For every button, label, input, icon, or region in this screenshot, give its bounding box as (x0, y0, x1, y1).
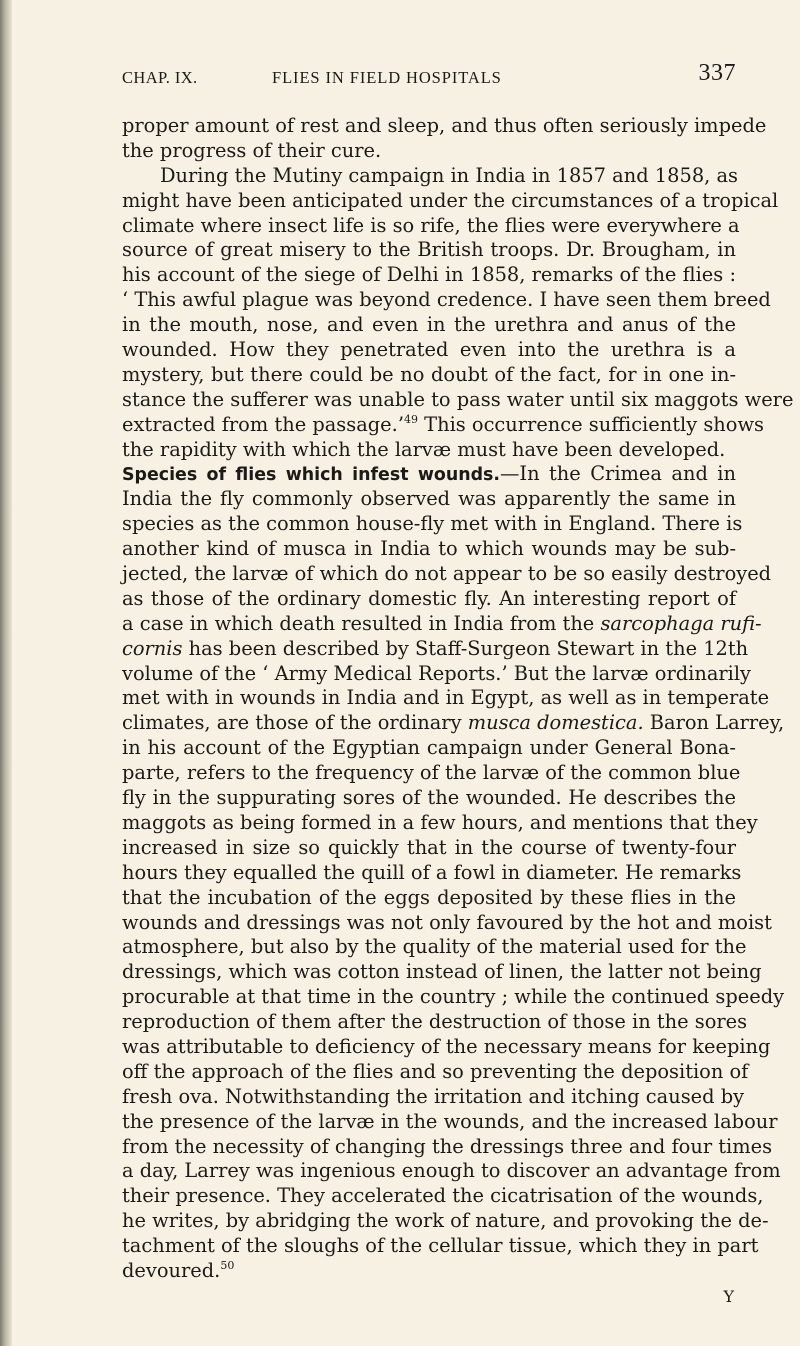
text-line: their presence. They accelerated the cicatrisation of the wounds, (122, 1184, 764, 1208)
text-line: tachment of the sloughs of the cellular tissue, which they in part (122, 1234, 759, 1258)
body-text (122, 114, 794, 1284)
text-line: procurable at that time in the country ; while the continued speedy (122, 985, 785, 1009)
text-line (122, 462, 736, 487)
text-line: dressings, which was cotton instead of linen, the latter not being (122, 960, 762, 984)
text-line: hours they equalled the quill of a fowl in diameter. He remarks (122, 860, 742, 884)
text-line: another kind of musca in India to which wounds may be sub- (122, 537, 736, 561)
text-line: he writes, by abridging the work of nature, and provoking the de- (122, 1209, 769, 1233)
book-page (122, 60, 794, 1306)
text-line (122, 412, 764, 438)
species-name: cornis (122, 636, 183, 660)
species-name: sarcophaga rufi- (600, 611, 762, 635)
signature-mark: Y (723, 1286, 734, 1306)
text-line: fly in the suppurating sores of the wounded. He describes the (122, 786, 736, 810)
text-line: in the mouth, nose, and even in the urethra and anus of the (122, 313, 736, 337)
text-line: ‘ This awful plague was beyond credence. I have seen them breed (122, 288, 771, 312)
text-line (122, 636, 749, 662)
text-run: —In the Crimea and in (500, 462, 736, 486)
text-line: from the necessity of changing the dressings three and four times (122, 1134, 773, 1158)
text-line: proper amount of rest and sleep, and thus often seriously impede (122, 114, 767, 137)
section-heading: Species of flies which infest wounds. (122, 465, 501, 486)
text-line: the presence of the larvæ in the wounds, and the increased labour (122, 1109, 778, 1133)
text-line: the progress of their cure. (122, 138, 382, 162)
page-binding-edge (0, 0, 12, 1346)
text-line: that the incubation of the eggs deposited by these flies in the (122, 885, 736, 909)
text-line: might have been anticipated under the circumstances of a tropical (122, 188, 779, 212)
text-line: atmosphere, but also by the quality of the material used for the (122, 935, 747, 959)
chapter-label: CHAP. IX. (122, 68, 198, 87)
text-line: off the approach of the flies and so preventing the deposition of (122, 1059, 749, 1083)
footnote-ref-50: 50 (220, 1258, 235, 1272)
text-line: fresh ova. Notwithstanding the irritation and itching caused by (122, 1084, 745, 1108)
text-run: a case in which death resulted in India from the (122, 611, 595, 635)
text-line: source of great misery to the British troops. Dr. Brougham, in (122, 238, 736, 262)
text-line: reproduction of them after the destruction of those in the sores (122, 1010, 748, 1034)
text-line: the rapidity with which the larvæ must have been developed. (122, 437, 726, 461)
text-run: Baron Larrey, (649, 711, 785, 735)
text-line: maggots as being formed in a few hours, and mentions that they (122, 810, 758, 834)
text-line: During the Mutiny campaign in India in 1857 and 1858, as (160, 163, 738, 187)
text-run: devoured. (122, 1258, 221, 1282)
text-line: wounded. How they penetrated even into the urethra is a (122, 338, 736, 362)
running-title: FLIES IN FIELD HOSPITALS (272, 68, 502, 87)
text-line: climate where insect life is so rife, the flies were everywhere a (122, 213, 740, 237)
text-line: stance the sufferer was unable to pass water until six maggots were (122, 387, 794, 411)
text-line: a day, Larrey was ingenious enough to discover an advantage from (122, 1159, 781, 1183)
text-line: increased in size so quickly that in the course of twenty-four (122, 835, 736, 859)
text-line: was attributable to deficiency of the necessary means for keeping (122, 1034, 771, 1058)
text-line: as those of the ordinary domestic fly. An interesting report of (122, 586, 736, 610)
page-number: 337 (698, 60, 736, 86)
text-line: volume of the ‘ Army Medical Reports.’ But the larvæ ordinarily (122, 661, 752, 685)
text-line: parte, refers to the frequency of the larvæ of the common blue (122, 761, 741, 785)
text-line (122, 1259, 736, 1284)
text-run: This occurrence sufficiently shows (424, 412, 764, 436)
text-run: climates, are those of the ordinary (122, 711, 462, 735)
species-name: musca domestica. (467, 711, 644, 735)
text-line: species as the common house-fly met with in England. There is (122, 512, 743, 536)
text-line: jected, the larvæ of which do not appear to be so easily destroyed (122, 562, 772, 586)
text-line: India the fly commonly observed was apparently the same in (122, 487, 736, 511)
text-run: extracted from the passage.’ (122, 412, 404, 436)
text-line: met with in wounds in India and in Egypt, as well as in temperate (122, 686, 770, 710)
text-line (122, 611, 762, 637)
text-line: in his account of the Egyptian campaign under General Bona- (122, 736, 736, 760)
text-line: his account of the siege of Delhi in 1858, remarks of the flies : (122, 263, 736, 287)
text-line: wounds and dressings was not only favoured by the hot and moist (122, 910, 772, 934)
text-line: mystery, but there could be no doubt of the fact, for in one in- (122, 362, 736, 386)
text-run: has been described by Staff-Surgeon Stewart in the 12th (188, 636, 749, 660)
text-line (122, 711, 785, 736)
footnote-ref-49: 49 (403, 412, 418, 426)
running-header (122, 60, 736, 92)
